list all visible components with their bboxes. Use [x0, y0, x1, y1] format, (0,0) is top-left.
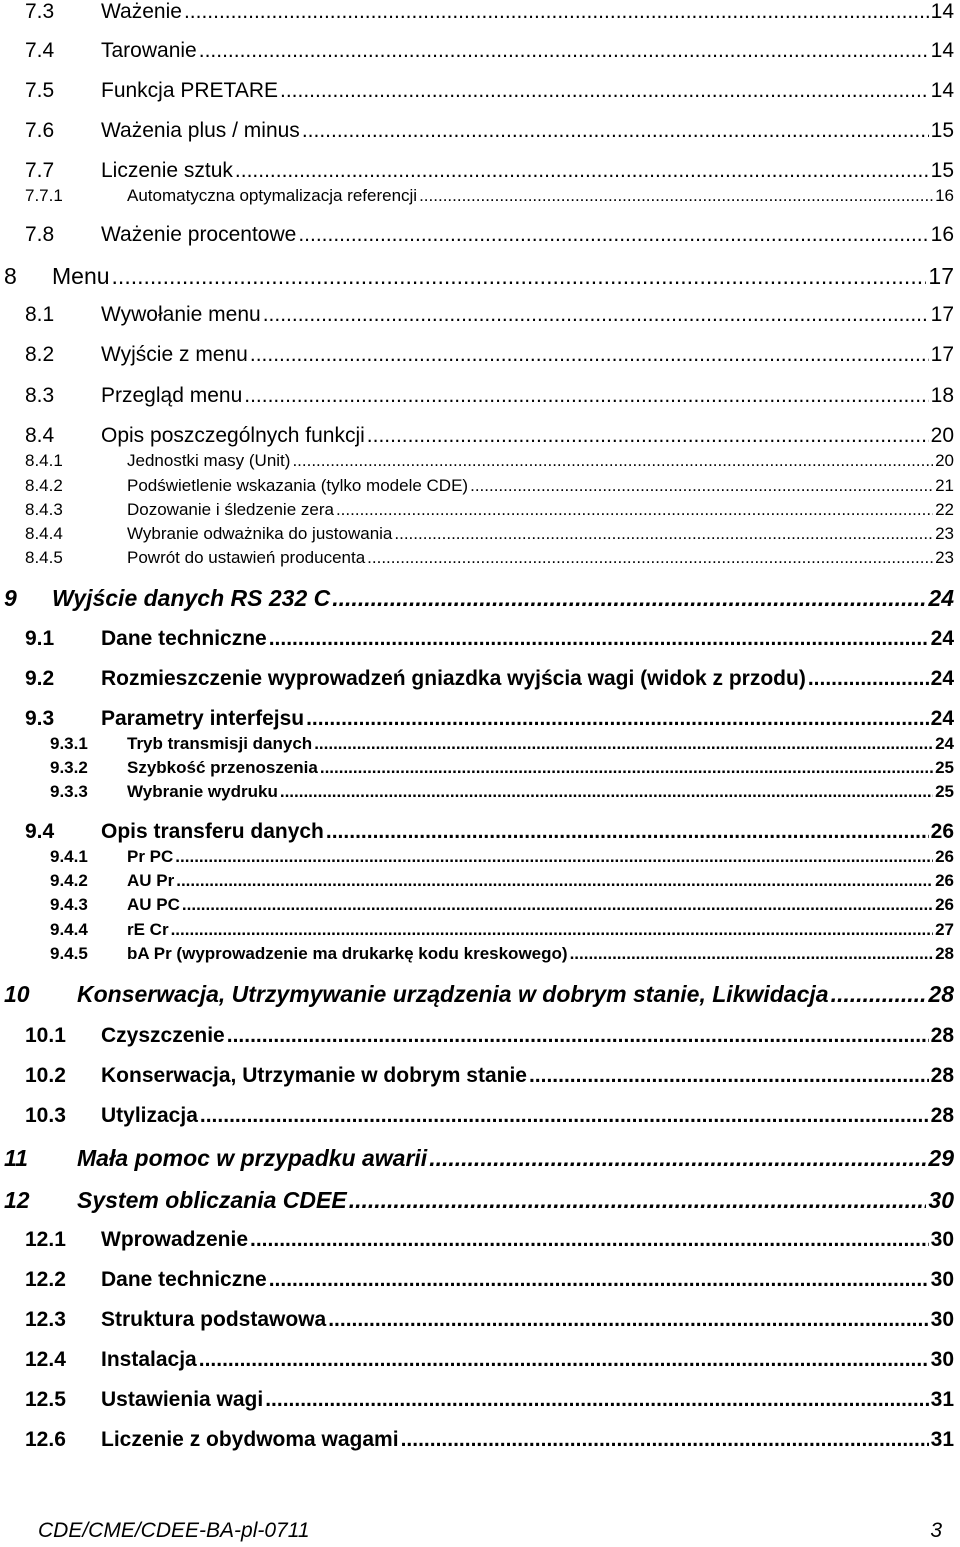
toc-entry-page: 26	[935, 895, 954, 914]
footer-page-number: 3	[930, 1519, 942, 1542]
toc-dot-leader	[235, 159, 929, 183]
toc-entry-title: Menu	[52, 263, 110, 289]
toc-entry-number: 9.4.2	[50, 871, 88, 890]
toc-entry-title-line	[101, 0, 954, 24]
toc-entry-title: Struktura podstawowa	[101, 1308, 327, 1331]
toc-dot-leader	[269, 1268, 929, 1292]
toc-dot-leader	[306, 707, 929, 731]
toc-entry-title-line	[127, 847, 954, 867]
toc-entry-page: 20	[930, 424, 954, 447]
toc-entry-title: Rozmieszczenie wyprowadzeń gniazdka wyjścia wagi (widok z przodu)	[101, 667, 806, 690]
toc-entry-page: 22	[935, 500, 954, 519]
toc-entry-title: Wyjście z menu	[101, 343, 248, 366]
toc-entry-title: Szybkość przenoszenia	[127, 758, 318, 777]
toc-entry-title-line	[127, 920, 954, 940]
toc-dot-leader	[292, 451, 933, 471]
toc-entry-title-line	[101, 424, 954, 448]
toc-entry-number: 9.3.3	[50, 782, 88, 801]
toc-entry-number: 9.4.1	[50, 847, 88, 866]
toc-entry-title: System obliczania CDEE	[77, 1187, 347, 1213]
toc-entry-title: Konserwacja, Utrzymanie w dobrym stanie	[101, 1064, 527, 1087]
toc-entry-number: 12.4	[25, 1348, 66, 1371]
toc-entry-title: rE Cr	[127, 920, 169, 939]
toc-entry-number: 7.8	[25, 223, 55, 246]
toc-dot-leader	[184, 0, 929, 24]
toc-entry-number: 9.4.3	[50, 895, 88, 914]
toc-entry-title: Wybranie odważnika do justowania	[127, 524, 393, 543]
toc-entry-title: Instalacja	[101, 1348, 197, 1371]
toc-entry-page: 31	[930, 1428, 954, 1451]
toc-dot-leader	[349, 1187, 927, 1214]
toc-entry-number: 9	[4, 585, 17, 611]
toc-entry-number: 8.4.5	[25, 548, 63, 567]
toc-entry-title: Utylizacja	[101, 1104, 198, 1127]
toc-entry-title-line	[101, 223, 954, 247]
toc-entry-number: 12.3	[25, 1308, 66, 1331]
toc-entry-number: 8.4.2	[25, 476, 63, 495]
toc-dot-leader	[419, 186, 933, 206]
toc-entry-title-line	[127, 451, 954, 471]
toc-entry-title: Parametry interfejsu	[101, 707, 305, 730]
toc-dot-leader	[808, 667, 929, 691]
toc-entry-page: 26	[930, 820, 954, 843]
toc-entry-title: Opis poszczególnych funkcji	[101, 424, 365, 447]
toc-entry-page: 17	[928, 263, 954, 289]
toc-dot-leader	[269, 627, 929, 651]
toc-entry-page: 20	[935, 451, 954, 470]
toc-entry-number: 9.4.5	[50, 944, 88, 963]
toc-dot-leader	[227, 1024, 929, 1048]
toc-entry-page: 30	[930, 1228, 954, 1251]
toc-dot-leader	[244, 384, 928, 408]
toc-entry-title-line	[101, 1228, 954, 1252]
toc-entry-page: 30	[930, 1268, 954, 1291]
toc-dot-leader	[470, 476, 933, 496]
toc-dot-leader	[394, 524, 933, 544]
toc-entry-title-line	[127, 524, 954, 544]
toc-entry-title-line	[101, 1348, 954, 1372]
toc-entry-title-line	[101, 1104, 954, 1128]
toc-entry-title-line	[101, 627, 954, 651]
toc-entry-title-line	[127, 944, 954, 964]
toc-dot-leader	[199, 1348, 929, 1372]
toc-dot-leader	[336, 500, 933, 520]
toc-entry-title: Podświetlenie wskazania (tylko modele CDE)	[127, 476, 469, 495]
toc-entry-title-line	[77, 1145, 954, 1172]
toc-dot-leader	[401, 1428, 929, 1452]
toc-dot-leader	[332, 585, 926, 612]
toc-entry-title-line	[77, 1187, 954, 1214]
toc-entry-page: 24	[930, 707, 954, 730]
toc-dot-leader	[112, 263, 927, 290]
toc-entry-page: 17	[930, 303, 954, 326]
toc-entry-number: 12.5	[25, 1388, 66, 1411]
toc-entry-page: 14	[930, 79, 954, 102]
toc-entry-title: Funkcja PRETARE	[101, 79, 278, 102]
toc-dot-leader	[320, 758, 933, 778]
toc-entry-title: Przegląd menu	[101, 384, 243, 407]
toc-entry-number: 8.4.3	[25, 500, 63, 519]
toc-entry-number: 7.6	[25, 119, 55, 142]
toc-entry-title: Ważenia plus / minus	[101, 119, 300, 142]
toc-entry-number: 10.1	[25, 1024, 66, 1047]
toc-entry-number: 9.4.4	[50, 920, 88, 939]
toc-entry-title-line	[101, 820, 954, 844]
toc-entry-number: 12.1	[25, 1228, 66, 1251]
toc-entry-number: 9.1	[25, 627, 55, 650]
toc-entry-page: 26	[935, 847, 954, 866]
toc-dot-leader	[175, 847, 933, 867]
toc-entry-title: Czyszczenie	[101, 1024, 225, 1047]
toc-entry-number: 12	[4, 1187, 30, 1213]
toc-dot-leader	[298, 223, 928, 247]
toc-entry-title: Dane techniczne	[101, 1268, 267, 1291]
toc-entry-number: 10	[4, 981, 30, 1007]
toc-entry-page: 28	[930, 1024, 954, 1047]
toc-entry-title-line	[101, 343, 954, 367]
toc-entry-number: 8.4	[25, 424, 55, 447]
toc-entry-title-line	[77, 981, 954, 1008]
toc-entry-page: 28	[928, 981, 954, 1007]
toc-entry-number: 9.3.2	[50, 758, 88, 777]
toc-entry-title: Wprowadzenie	[101, 1228, 249, 1251]
toc-entry-number: 8.3	[25, 384, 55, 407]
toc-entry-title: Wybranie wydruku	[127, 782, 278, 801]
toc-entry-title: Opis transferu danych	[101, 820, 324, 843]
toc-entry-title: Automatyczna optymalizacja referencji	[127, 186, 418, 205]
toc-entry-number: 9.3.1	[50, 734, 88, 753]
toc-dot-leader	[302, 119, 929, 143]
toc-entry-title-line	[101, 39, 954, 63]
toc-entry-page: 18	[930, 384, 954, 407]
toc-entry-title: bA Pr (wyprowadzenie ma drukarkę kodu kreskowego)	[127, 944, 568, 963]
toc-entry-title: Tarowanie	[101, 39, 197, 62]
toc-dot-leader	[570, 944, 934, 964]
toc-entry-page: 17	[930, 343, 954, 366]
toc-entry-page: 14	[930, 0, 954, 23]
toc-entry-number: 10.2	[25, 1064, 66, 1087]
toc-entry-page: 14	[930, 39, 954, 62]
toc-entry-page: 25	[935, 758, 954, 777]
toc-dot-leader	[326, 820, 929, 844]
toc-entry-title: Ważenie procentowe	[101, 223, 297, 246]
toc-entry-title-line	[101, 79, 954, 103]
toc-entry-title-line	[127, 186, 954, 206]
toc-entry-title-line	[52, 585, 954, 612]
toc-entry-number: 7.7	[25, 159, 55, 182]
toc-entry-title-line	[101, 667, 954, 691]
toc-entry-number: 8	[4, 263, 17, 289]
toc-entry-title-line	[127, 758, 954, 778]
toc-entry-title-line	[101, 707, 954, 731]
toc-entry-page: 25	[935, 782, 954, 801]
toc-entry-page: 23	[935, 548, 954, 567]
toc-dot-leader	[250, 1228, 929, 1252]
toc-entry-title: Ustawienia wagi	[101, 1388, 264, 1411]
toc-entry-title-line	[101, 1268, 954, 1292]
toc-entry-number: 9.3	[25, 707, 55, 730]
toc-entry-number: 8.4.4	[25, 524, 63, 543]
toc-entry-page: 15	[930, 119, 954, 142]
toc-entry-page: 31	[930, 1388, 954, 1411]
toc-entry-title-line	[101, 1064, 954, 1088]
toc-entry-number: 12.6	[25, 1428, 66, 1451]
toc-entry-title-line	[101, 1388, 954, 1412]
toc-entry-title-line	[127, 734, 954, 754]
toc-entry-title: AU Pr	[127, 871, 175, 890]
toc-dot-leader	[529, 1064, 929, 1088]
toc-entry-page: 28	[935, 944, 954, 963]
toc-dot-leader	[367, 548, 933, 568]
toc-entry-title-line	[101, 159, 954, 183]
toc-entry-title-line	[127, 500, 954, 520]
toc-dot-leader	[367, 424, 929, 448]
toc-entry-title-line	[127, 895, 954, 915]
toc-entry-title-line	[101, 1428, 954, 1452]
toc-dot-leader	[182, 895, 933, 915]
toc-entry-title: Dane techniczne	[101, 627, 267, 650]
toc-dot-leader	[265, 1388, 928, 1412]
toc-entry-title: Powrót do ustawień producenta	[127, 548, 366, 567]
toc-entry-page: 24	[935, 734, 954, 753]
toc-entry-title: AU PC	[127, 895, 180, 914]
toc-entry-number: 7.4	[25, 39, 55, 62]
toc-entry-number: 7.7.1	[25, 186, 63, 205]
toc-entry-title-line	[101, 1024, 954, 1048]
toc-entry-title-line	[101, 1308, 954, 1332]
toc-dot-leader	[199, 39, 929, 63]
toc-entry-page: 26	[935, 871, 954, 890]
toc-dot-leader	[280, 782, 933, 802]
toc-entry-title-line	[101, 303, 954, 327]
toc-entry-page: 27	[935, 920, 954, 939]
toc-entry-title: Tryb transmisji danych	[127, 734, 313, 753]
toc-dot-leader	[314, 734, 933, 754]
toc-entry-title-line	[52, 263, 954, 290]
toc-dot-leader	[429, 1145, 926, 1172]
toc-entry-title-line	[127, 476, 954, 496]
toc-entry-page: 16	[930, 223, 954, 246]
toc-dot-leader	[171, 920, 934, 940]
toc-entry-number: 12.2	[25, 1268, 66, 1291]
toc-entry-page: 24	[930, 667, 954, 690]
toc-dot-leader	[328, 1308, 928, 1332]
toc-entry-page: 24	[928, 585, 954, 611]
toc-entry-number: 7.5	[25, 79, 55, 102]
toc-entry-page: 30	[930, 1348, 954, 1371]
footer-document-id: CDE/CME/CDEE-BA-pl-0711	[38, 1519, 310, 1542]
toc-dot-leader	[250, 343, 929, 367]
toc-entry-page: 29	[928, 1145, 954, 1171]
toc-entry-title: Dozowanie i śledzenie zera	[127, 500, 334, 519]
toc-entry-number: 9.4	[25, 820, 55, 843]
toc-entry-number: 9.2	[25, 667, 55, 690]
toc-entry-title: Jednostki masy (Unit)	[127, 451, 291, 470]
toc-dot-leader	[280, 79, 929, 103]
toc-entry-title: Pr PC	[127, 847, 174, 866]
toc-entry-number: 8.2	[25, 343, 55, 366]
toc-dot-leader	[200, 1104, 929, 1128]
toc-entry-number: 10.3	[25, 1104, 66, 1127]
toc-entry-title-line	[127, 782, 954, 802]
toc-entry-title-line	[127, 871, 954, 891]
toc-entry-title: Konserwacja, Utrzymywanie urządzenia w dobrym stanie, Likwidacja	[77, 981, 829, 1007]
toc-entry-number: 8.4.1	[25, 451, 63, 470]
toc-entry-page: 28	[930, 1064, 954, 1087]
toc-entry-page: 28	[930, 1104, 954, 1127]
toc-entry-page: 24	[930, 627, 954, 650]
toc-entry-title-line	[101, 384, 954, 408]
toc-entry-page: 23	[935, 524, 954, 543]
toc-entry-title-line	[101, 119, 954, 143]
toc-dot-leader	[176, 871, 933, 891]
toc-entry-page: 30	[928, 1187, 954, 1213]
toc-entry-page: 15	[930, 159, 954, 182]
toc-entry-title: Wyjście danych RS 232 C	[52, 585, 331, 611]
toc-entry-title: Liczenie z obydwoma wagami	[101, 1428, 399, 1451]
toc-entry-title: Wywołanie menu	[101, 303, 261, 326]
toc-entry-page: 21	[935, 476, 954, 495]
toc-entry-title: Mała pomoc w przypadku awarii	[77, 1145, 428, 1171]
toc-entry-title: Liczenie sztuk	[101, 159, 233, 182]
toc-entry-page: 30	[930, 1308, 954, 1331]
toc-entry-title-line	[127, 548, 954, 568]
toc-entry-number: 8.1	[25, 303, 55, 326]
toc-entry-title: Ważenie	[101, 0, 182, 23]
toc-entry-number: 11	[4, 1145, 28, 1171]
toc-entry-page: 16	[935, 186, 954, 205]
toc-entry-number: 7.3	[25, 0, 55, 23]
toc-dot-leader	[831, 981, 927, 1008]
toc-dot-leader	[263, 303, 929, 327]
